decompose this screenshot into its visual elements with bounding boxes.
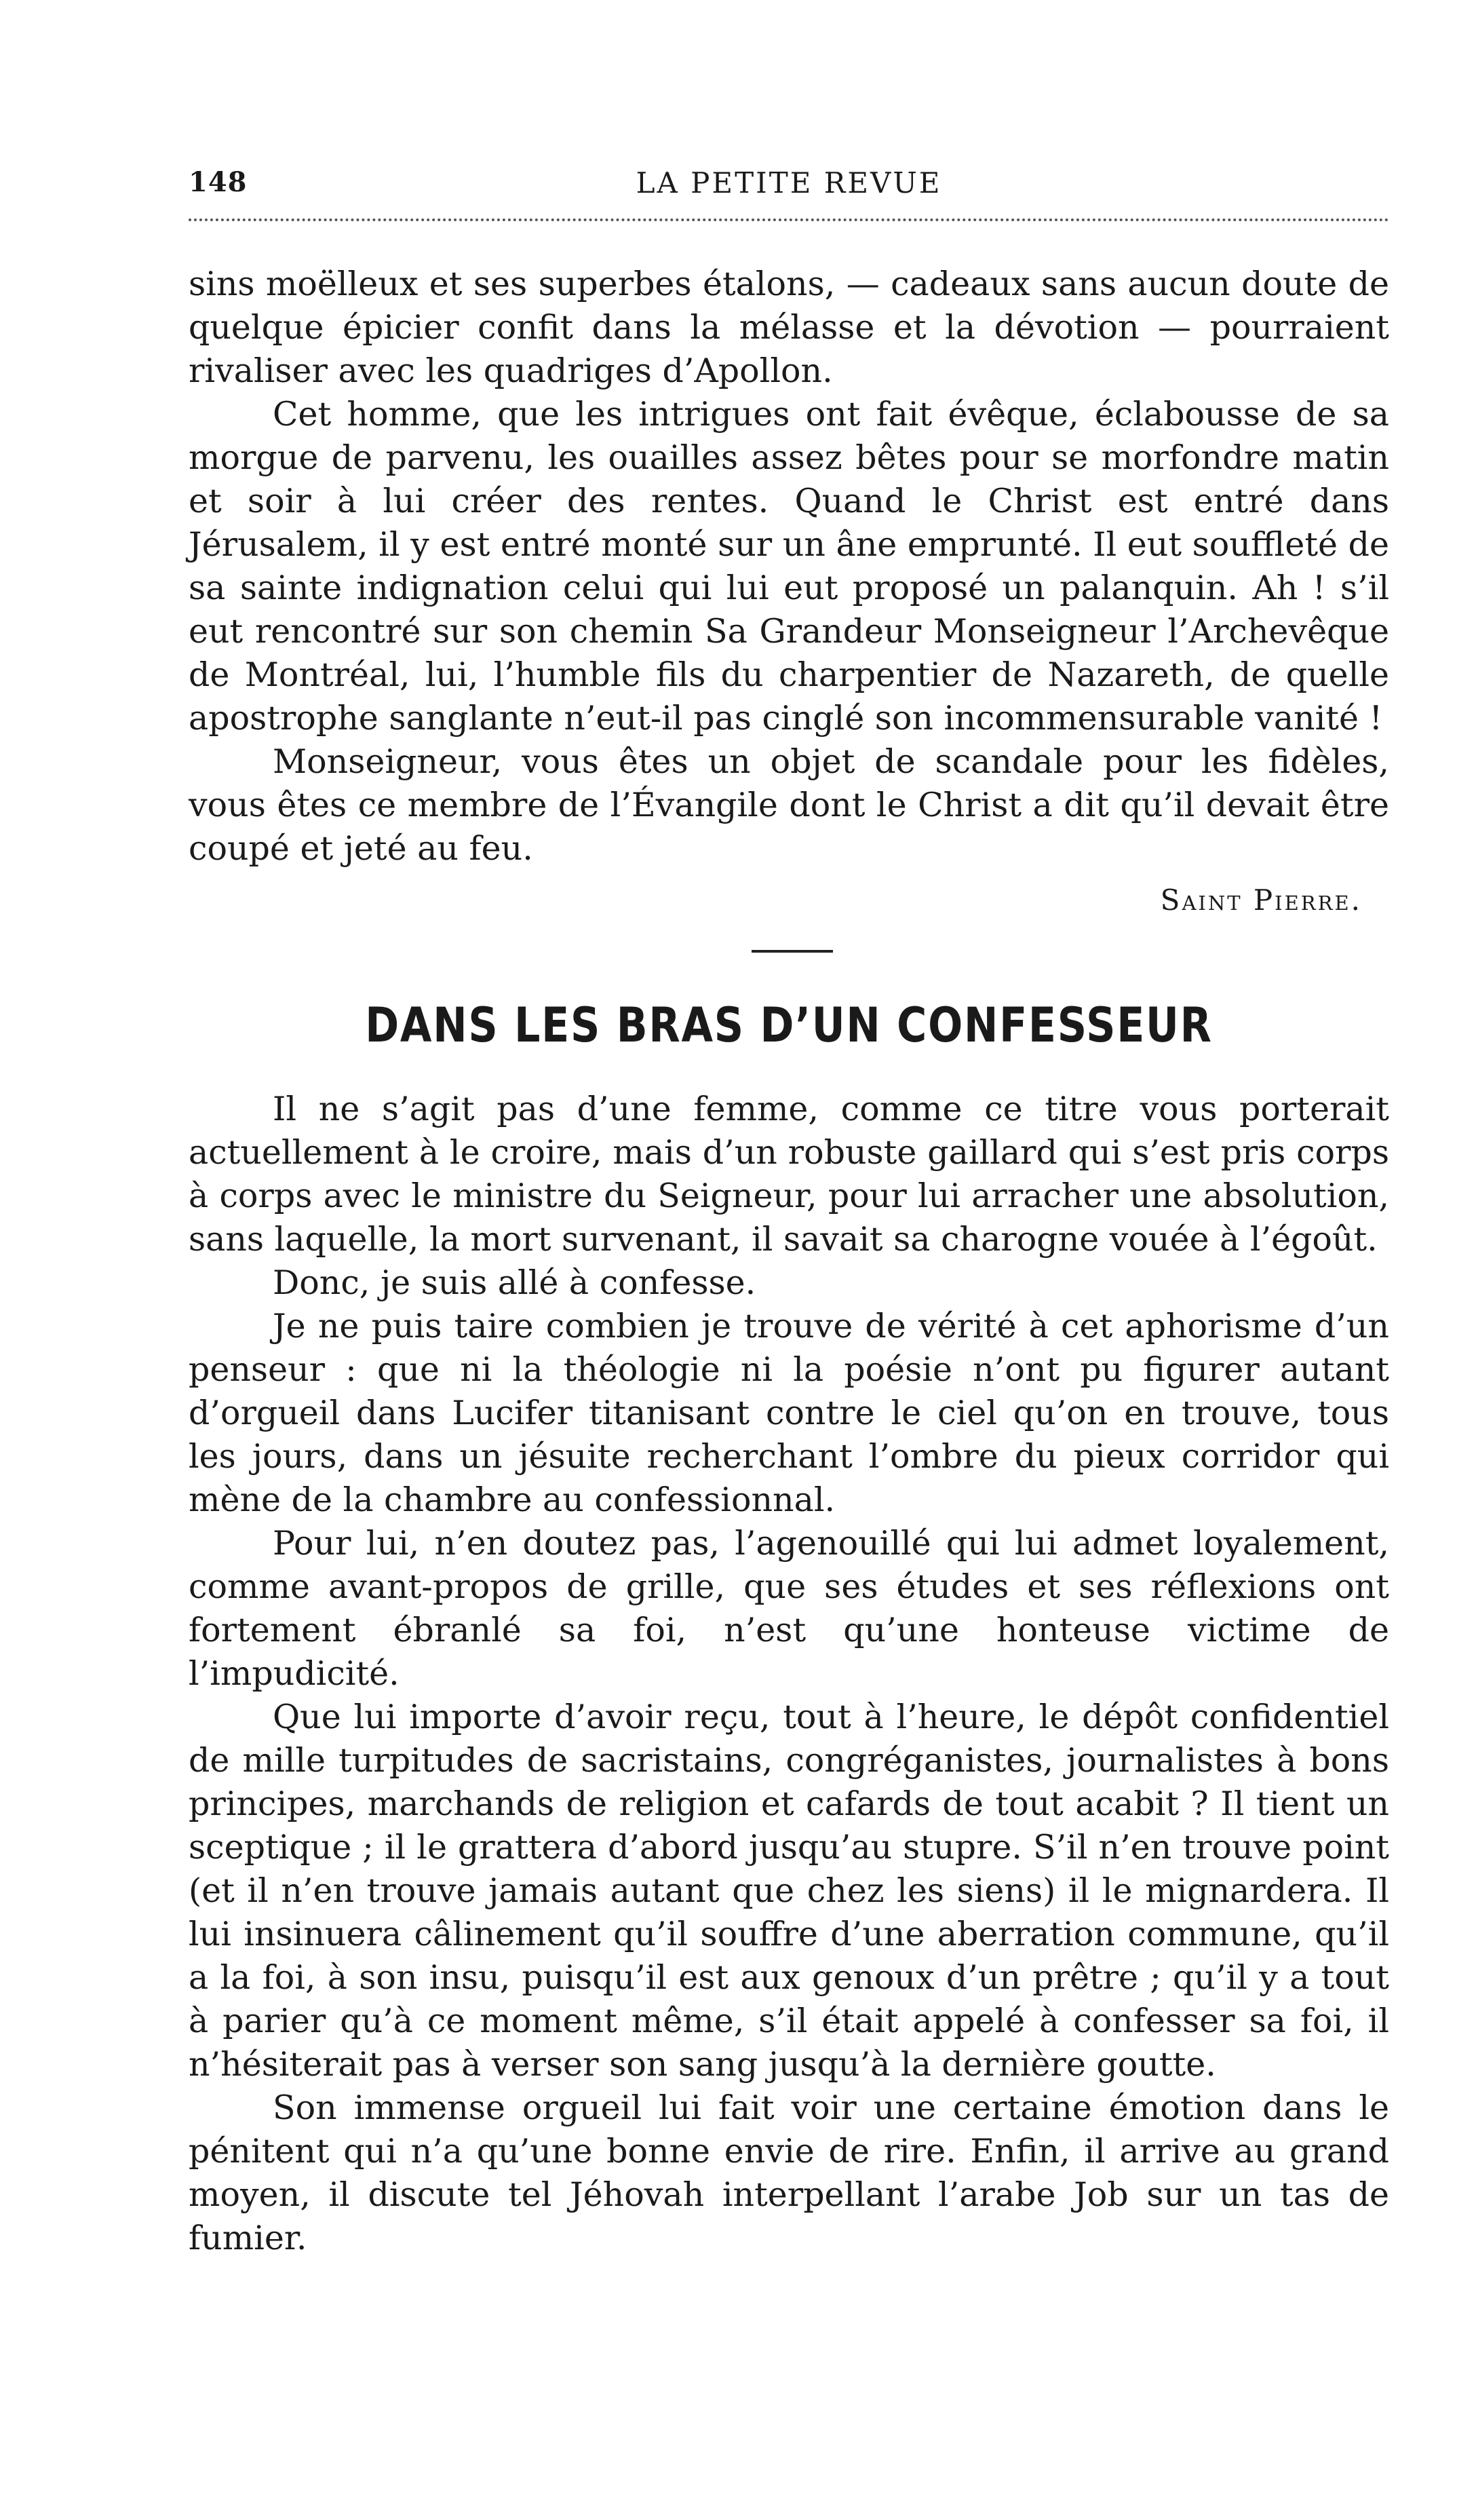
running-head — [189, 166, 1389, 207]
paragraph: Donc, je suis allé à confesse. — [273, 1263, 756, 1302]
paragraph: sins moëlleux et ses superbes étalons, — cadeaux sans aucun doute de quelque épicier confit dans la mélasse et la dévotion — pourraient rivaliser avec les quadriges d’Apollon. — [189, 265, 1389, 390]
article-title: DANS LES BRAS D’UN CONFESSEUR — [365, 997, 1213, 1053]
article-continuation — [189, 263, 1389, 871]
paragraph: Pour lui, n’en doutez pas, l’agenouillé qui lui admet loyalement, comme avant-propos de grille, que ses études et ses réflexions ont fortement ébranlé sa foi, n’est qu’une honteuse victime de l’impudicité. — [189, 1524, 1389, 1693]
paragraph: Que lui importe d’avoir reçu, tout à l’heure, le dépôt confidentiel de mille turpitudes de sacristains, congréganistes, journalistes à bons principes, marchands de religion et cafards de tout acabit ? Il tient un sceptique ; il le grattera d’abord jusqu’au stupre. S’il n’en trouve point (et il n’en trouve jamais autant que chez les siens) il le mignardera. Il lui insinuera câlinement qu’il souffre d’une aberration commune, qu’il a la foi, à son insu, puisqu’il est aux genoux d’un prêtre ; qu’il y a tout à parier qu’à ce moment même, s’il était appelé à confesser sa foi, il n’hésiterait pas à verser son sang jusqu’à la dernière goutte. — [189, 1698, 1389, 2084]
journal-title: LA PETITE REVUE — [636, 166, 942, 199]
header-dotted-rule — [189, 218, 1389, 221]
section-divider — [752, 950, 833, 953]
paragraph: Il ne s’agit pas d’une femme, comme ce titre vous porterait actuellement à le croire, mais d’un robuste gaillard qui s’est pris corps à corps avec le ministre du Seigneur, pour lui arracher une absolution, sans laquelle, la mort survenant, il savait sa charogne vouée à l’égoût. — [189, 1090, 1389, 1259]
paragraph: Cet homme, que les intrigues ont fait évêque, éclabousse de sa morgue de parvenu, les ouailles assez bêtes pour se morfondre matin et soir à lui créer des rentes. Quand le Christ est entré dans Jérusalem, il y est entré monté sur un âne emprunté. Il eut souffleté de sa sainte indignation celui qui lui eut proposé un palanquin. Ah ! s’il eut rencontré sur son chemin Sa Grandeur Monseigneur l’Archevêque de Montréal, lui, l’humble fils du charpentier de Nazareth, de quelle apostrophe sanglante n’eut-il pas cinglé son incommensurable vanité ! — [189, 395, 1389, 738]
book-page — [189, 0, 1389, 2520]
page-number: 148 — [189, 166, 248, 198]
paragraph: Son immense orgueil lui fait voir une certaine émotion dans le pénitent qui n’a qu’une bonne envie de rire. Enfin, il arrive au grand moyen, il discute tel Jéhovah interpellant l’arabe Job sur un tas de fumier. — [189, 2088, 1389, 2257]
paragraph: Monseigneur, vous êtes un objet de scandale pour les fidèles, vous êtes ce membre de l’Évangile dont le Christ a dit qu’il devait être coupé et jeté au feu. — [189, 742, 1389, 868]
author-signature: Saint Pierre. — [1160, 883, 1362, 917]
article-body — [189, 1088, 1389, 2260]
paragraph: Je ne puis taire combien je trouve de vérité à cet aphorisme d’un penseur : que ni la théologie ni la poésie n’ont pu figurer autant d’orgueil dans Lucifer titanisant contre le ciel qu’on en trouve, tous les jours, dans un jésuite recherchant l’ombre du pieux corridor qui mène de la chambre au confessionnal. — [189, 1307, 1389, 1519]
